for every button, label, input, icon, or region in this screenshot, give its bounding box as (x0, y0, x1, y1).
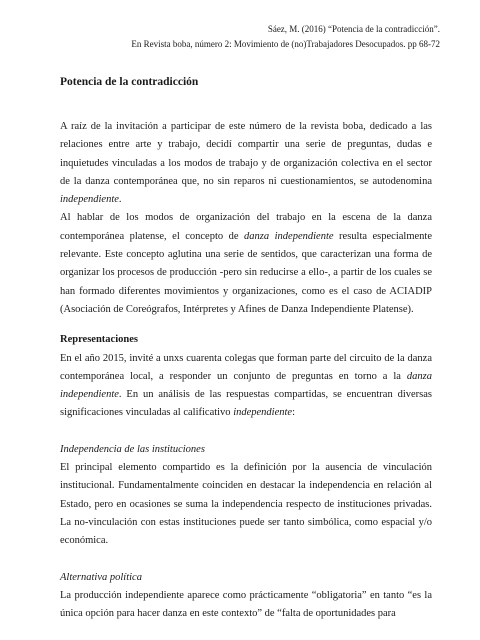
subsection-heading: Alternativa política (60, 571, 142, 583)
paragraph-text: . En un análisis de las respuestas compartidas, se encuentran diversas significaciones vinculadas al calificativo (60, 389, 432, 419)
citation-header (60, 22, 440, 52)
paragraph (60, 118, 432, 209)
document-body (60, 118, 432, 623)
italic-term: independiente (60, 194, 119, 206)
paragraph-text: A raíz de la invitación a participar de este número de la revista boba, dedicado a las relaciones entre arte y trabajo, decidí compartir una serie de preguntas, dudas e inquietudes vinculadas a los modos de trabajo y de organización colectiva en el sector de la danza contemporánea que, no sin reparos ni cuestionamientos, se autodenomina (60, 121, 432, 187)
paragraph-text: . (118, 194, 122, 206)
citation-line-1: Sáez, M. (2016) “Potencia de la contradicción”. (267, 24, 440, 34)
paragraph (60, 350, 432, 423)
italic-term: danza independiente (60, 370, 432, 401)
subsection-heading: Independencia de las instituciones (60, 443, 205, 455)
italic-term: independiente (233, 407, 293, 419)
paragraph-text: Al hablar de los modos de organización del trabajo en la escena de la danza contemporánea platense, el concepto de (60, 212, 432, 242)
paragraph (60, 209, 432, 319)
document-title: Potencia de la contradicción (60, 76, 199, 88)
citation-line-2: En Revista boba, número 2: Movimiento de (no)Trabajadores Desocupados. pp 68-72 (131, 39, 440, 49)
paragraph: La producción independiente aparece como prácticamente “obligatoria” en tanto “es la única opción para hacer danza en este contexto” de “falta de oportunidades para (60, 589, 432, 620)
paragraph: El principal elemento compartido es la definición por la ausencia de vinculación institucional. Fundamentalmente coinciden en destacar la independencia en relación al Estado, pero en ocasiones se suma la independencia respecto de instituciones privadas. La no-vinculación con estas instituciones puede ser tanto simbólica, como espacial y/o económica. (60, 462, 432, 547)
paragraph-text: resulta especialmente relevante. Este concepto aglutina una serie de sentidos, que caracterizan una forma de organizar los procesos de producción -pero sin reducirse a ello-, a partir de los cuales se han formado diferentes movimientos y organizaciones, como es el caso de ACIADIP (Asociación de Coreógrafos, Intérpretes y Afines de Danza Independiente Platense). (60, 230, 432, 315)
italic-term: danza independiente (244, 230, 334, 242)
section-heading: Representaciones (60, 334, 138, 346)
paragraph-text: : (292, 407, 296, 419)
paragraph-text: En el año 2015, invité a unxs cuarenta colegas que forman parte del circuito de la danza contemporánea local, a responder un conjunto de preguntas en torno a la (60, 352, 432, 382)
